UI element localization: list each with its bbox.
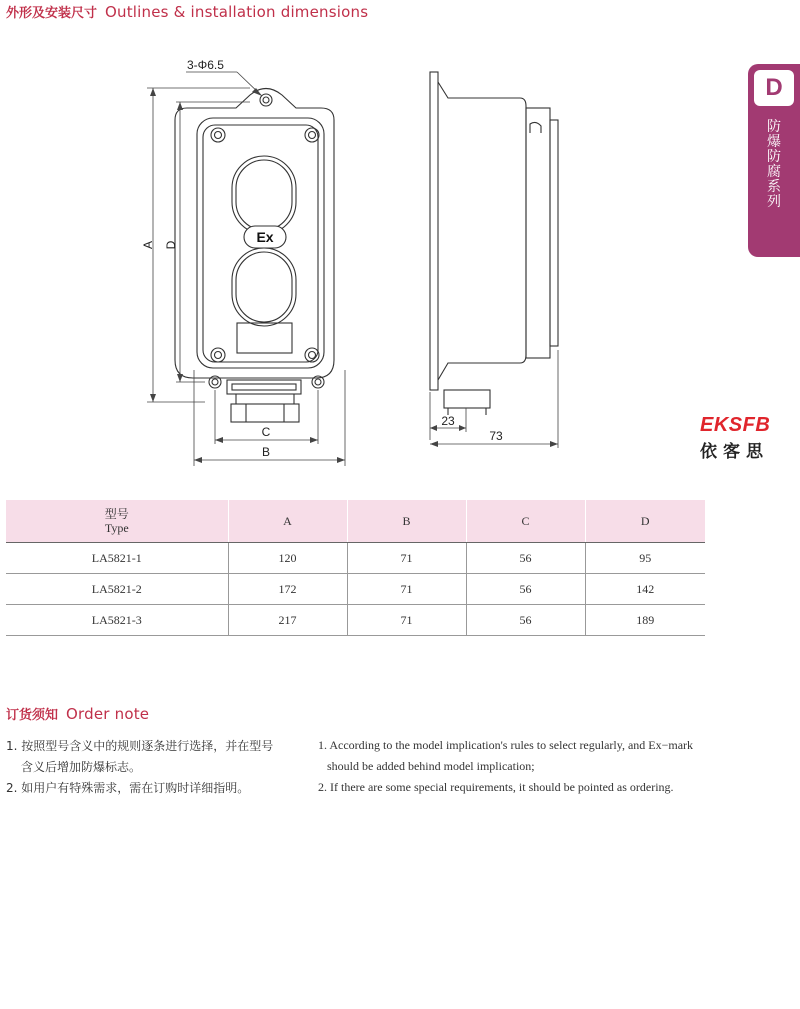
side-back-plate [430, 72, 438, 390]
section-title-order-note [6, 704, 149, 723]
hole-label: 3-Φ6.5 [187, 58, 224, 72]
section-title-en: Outlines & installation dimensions [105, 3, 369, 21]
ex-mark: Ex [256, 229, 274, 245]
table-header-row [6, 500, 705, 543]
brand-mark: EKSFB [700, 414, 771, 436]
side-gland [444, 390, 490, 408]
bottom-strip [227, 380, 301, 394]
screw-bottom-left [211, 348, 225, 362]
table-row [6, 605, 705, 636]
dimensions-table [6, 500, 705, 636]
header-type-cn: 型号 [104, 507, 129, 521]
cell-type: LA5821-1 [6, 543, 228, 574]
note-cn-1: 1. 按照型号含义中的规则逐条进行选择，并在型号 [6, 739, 274, 753]
screw-top-left [211, 128, 225, 142]
button-top [232, 156, 296, 234]
header-c: C [466, 500, 585, 543]
note-cn-2: 2. 如用户有特殊需求，需在订购时详细指明。 [6, 781, 250, 795]
cable-gland [231, 404, 299, 422]
series-letter: D [754, 70, 794, 106]
dim-label-b: B [261, 445, 271, 459]
dim-label-d: D [164, 240, 178, 250]
dim-label-a: A [141, 240, 155, 250]
cell-b: 71 [347, 574, 466, 605]
side-body [438, 82, 526, 380]
header-b: B [347, 500, 466, 543]
cell-a: 120 [228, 543, 347, 574]
header-type-en: Type [104, 521, 129, 535]
series-char: 系 [767, 179, 781, 195]
dim-label-c: C [261, 425, 271, 439]
note-cn-1-cont: 含义后增加防爆标志。 [21, 760, 142, 774]
side-dim-small: 23 [441, 414, 455, 428]
nameplate [237, 323, 292, 353]
cell-a: 172 [228, 574, 347, 605]
side-cover [526, 108, 550, 358]
cell-a: 217 [228, 605, 347, 636]
section-title-cn: 外形及安装尺寸 [6, 6, 98, 21]
note-en-2: 2. If there are some special requirements, it should be pointed as ordering. [318, 780, 674, 794]
header-a: A [228, 500, 347, 543]
series-char: 防 [767, 149, 781, 165]
cell-d: 142 [585, 574, 705, 605]
table-row [6, 574, 705, 605]
cell-d: 189 [585, 605, 705, 636]
table-row [6, 543, 705, 574]
series-label [748, 120, 800, 210]
outline-drawing [0, 40, 640, 480]
series-char: 防 [767, 119, 781, 135]
cell-b: 71 [347, 543, 466, 574]
series-char: 爆 [767, 134, 781, 150]
cell-type: LA5821-2 [6, 574, 228, 605]
note-en-1: 1. According to the model implication's rules to select regularly, and Ex−mark [318, 738, 694, 752]
brand-logo [700, 414, 796, 462]
order-notes-en [318, 735, 718, 798]
series-char: 列 [767, 194, 781, 210]
cell-c: 56 [466, 574, 585, 605]
cell-d: 95 [585, 543, 705, 574]
series-side-tab [748, 64, 800, 257]
series-char: 腐 [767, 164, 781, 180]
section-title-cn: 订货须知 [6, 708, 59, 723]
screw-top-right [305, 128, 319, 142]
order-notes-cn [6, 736, 296, 799]
cell-type: LA5821-3 [6, 605, 228, 636]
button-bottom [232, 248, 296, 326]
section-title-outlines [6, 2, 368, 21]
brand-name-cn: 依客思 [700, 442, 769, 462]
cell-b: 71 [347, 605, 466, 636]
side-dim-total: 73 [489, 429, 503, 443]
outline-drawing-svg [0, 40, 640, 480]
note-en-1-cont: should be added behind model implication; [327, 759, 535, 773]
cell-c: 56 [466, 605, 585, 636]
header-type [6, 500, 228, 543]
section-title-en: Order note [66, 705, 150, 723]
header-d: D [585, 500, 705, 543]
cell-c: 56 [466, 543, 585, 574]
